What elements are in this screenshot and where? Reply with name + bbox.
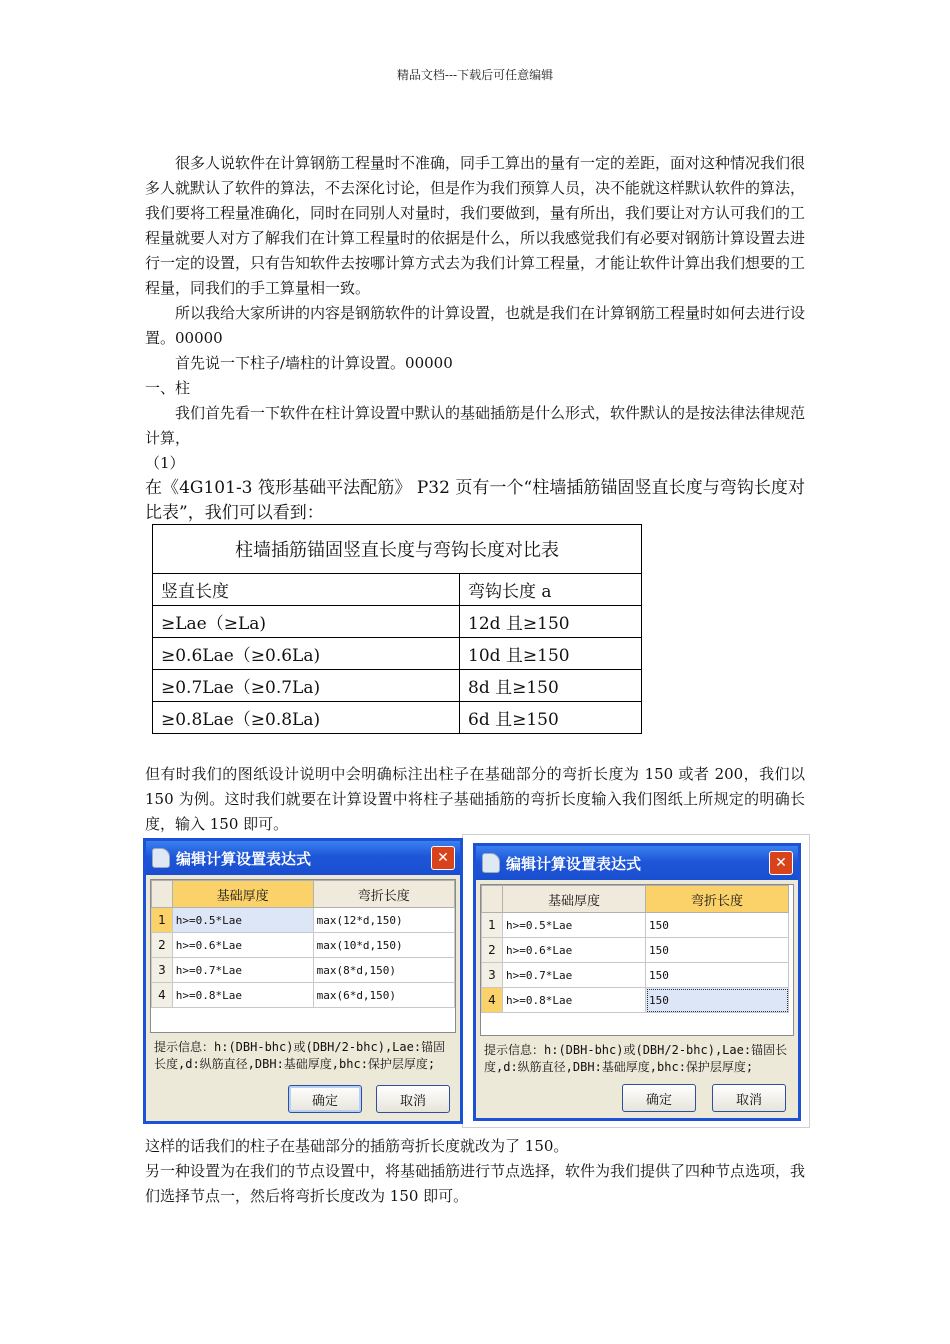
explanation-section bbox=[145, 762, 805, 837]
corner-cell bbox=[482, 886, 503, 913]
table-title: 柱墙插筋锚固竖直长度与弯钩长度对比表 bbox=[153, 525, 642, 574]
paragraph-10: 另一种设置为在我们的节点设置中，将基础插筋进行节点选择，软件为我们提供了四种节点选项，我们选择节点一，然后将弯折长度改为 150 即可。 bbox=[145, 1162, 806, 1205]
bend-length-cell[interactable]: max(8*d,150) bbox=[313, 958, 454, 983]
table-row[interactable] bbox=[482, 963, 789, 988]
table-cell: 10d 且≥150 bbox=[460, 638, 642, 670]
table-cell: ≥0.7Lae（≥0.7La) bbox=[153, 670, 460, 702]
table-cell: 6d 且≥150 bbox=[460, 702, 642, 734]
expression-table bbox=[481, 885, 789, 1013]
page-header: 精品文档---下载后可任意编辑 bbox=[396, 68, 554, 82]
edit-expression-dialog-default bbox=[143, 838, 463, 1124]
close-icon[interactable]: ✕ bbox=[431, 846, 455, 870]
thickness-cell[interactable]: h>=0.6*Lae bbox=[172, 933, 313, 958]
row-number: 3 bbox=[152, 958, 173, 983]
conclusion-section bbox=[145, 1134, 805, 1209]
row-number: 4 bbox=[152, 983, 173, 1008]
table-cell: 8d 且≥150 bbox=[460, 670, 642, 702]
edit-expression-dialog-modified bbox=[473, 843, 801, 1121]
hint-text: 提示信息：h:(DBH-bhc)或(DBH/2-bhc),Lae:锚固长度,d:纵筋直径,DBH:基础厚度,bhc:保护层厚度; bbox=[154, 1040, 446, 1071]
table-header-vertical: 竖直长度 bbox=[153, 574, 460, 606]
thickness-cell[interactable]: h>=0.7*Lae bbox=[172, 958, 313, 983]
paragraph-8: 但有时我们的图纸设计说明中会明确标注出柱子在基础部分的弯折长度为 150 或者 200，我们以 150 为例。这时我们就要在计算设置中将柱子基础插筋的弯折长度输入我们图纸上所规定的明确长度，输入 150 即可。 bbox=[145, 765, 805, 833]
bend-length-cell[interactable]: 150 bbox=[646, 938, 789, 963]
table-cell: ≥0.6Lae（≥0.6La) bbox=[153, 638, 460, 670]
table-row bbox=[153, 670, 642, 702]
dialog-title: 编辑计算设置表达式 bbox=[506, 854, 642, 873]
table-row bbox=[153, 702, 642, 734]
table-row[interactable] bbox=[482, 938, 789, 963]
table-cell: ≥Lae（≥La) bbox=[153, 606, 460, 638]
ok-button[interactable]: 确定 bbox=[622, 1084, 696, 1112]
paragraph-5: 我们首先看一下软件在柱计算设置中默认的基础插筋是什么形式，软件默认的是按法律法律规范计算， bbox=[145, 404, 806, 447]
table-header-hook: 弯钩长度 a bbox=[460, 574, 642, 606]
row-number: 2 bbox=[482, 938, 503, 963]
bend-length-cell[interactable]: 150 bbox=[646, 963, 789, 988]
app-icon bbox=[482, 853, 500, 873]
row-number: 1 bbox=[152, 908, 173, 933]
expression-grid bbox=[150, 879, 456, 1033]
thickness-cell[interactable]: h>=0.7*Lae bbox=[503, 963, 646, 988]
dialog-titlebar[interactable] bbox=[476, 846, 798, 880]
intro-section bbox=[145, 151, 805, 526]
row-number: 2 bbox=[152, 933, 173, 958]
bend-length-cell[interactable]: max(10*d,150) bbox=[313, 933, 454, 958]
cancel-button[interactable]: 取消 bbox=[376, 1085, 450, 1113]
column-header-thickness: 基础厚度 bbox=[172, 881, 313, 908]
row-number: 1 bbox=[482, 913, 503, 938]
thickness-cell[interactable]: h>=0.8*Lae bbox=[172, 983, 313, 1008]
bend-length-cell[interactable]: max(12*d,150) bbox=[313, 908, 454, 933]
row-number: 4 bbox=[482, 988, 503, 1013]
app-icon bbox=[152, 848, 170, 868]
bend-length-cell[interactable]: 150 bbox=[646, 913, 789, 938]
item-number: （1） bbox=[145, 454, 185, 472]
table-row[interactable] bbox=[152, 908, 455, 933]
hint-text: 提示信息：h:(DBH-bhc)或(DBH/2-bhc),Lae:锚固长度,d:纵筋直径,DBH:基础厚度,bhc:保护层厚度; bbox=[484, 1043, 788, 1074]
expression-table bbox=[151, 880, 455, 1008]
comparison-table bbox=[152, 524, 642, 734]
thickness-cell[interactable]: h>=0.5*Lae bbox=[172, 908, 313, 933]
column-header-thickness: 基础厚度 bbox=[503, 886, 646, 913]
table-row bbox=[153, 638, 642, 670]
bend-length-cell[interactable]: 150 bbox=[646, 988, 789, 1013]
table-row bbox=[153, 606, 642, 638]
paragraph-1: 很多人说软件在计算钢筋工程量时不准确，同手工算出的量有一定的差距，面对这种情况我们很多人就默认了软件的算法，不去深化讨论，但是作为我们预算人员，决不能就这样默认软件的算法，我们要将工程量准确化，同时在同别人对量时，我们要做到，量有所出，我们要让对方认可我们的工程量就要人对方了解我们在计算工程量时的依据是什么，所以我感觉我们有必要对钢筋计算设置去进行一定的设置，只有告知软件去按哪计算方式去为我们计算工程量，才能让软件计算出我们想要的工程量，同我们的手工算量相一致。 bbox=[145, 154, 806, 297]
table-row[interactable] bbox=[152, 933, 455, 958]
table-row[interactable] bbox=[482, 913, 789, 938]
dialog-title: 编辑计算设置表达式 bbox=[176, 849, 312, 868]
table-row[interactable] bbox=[152, 958, 455, 983]
column-header-bend-length: 弯折长度 bbox=[313, 881, 454, 908]
thickness-cell[interactable]: h>=0.6*Lae bbox=[503, 938, 646, 963]
corner-cell bbox=[152, 881, 173, 908]
thickness-cell[interactable]: h>=0.5*Lae bbox=[503, 913, 646, 938]
row-number: 3 bbox=[482, 963, 503, 988]
expression-grid bbox=[480, 884, 794, 1036]
paragraph-3: 首先说一下柱子/墙柱的计算设置。00000 bbox=[175, 354, 453, 372]
table-row[interactable] bbox=[482, 988, 789, 1013]
ok-button[interactable]: 确定 bbox=[288, 1085, 362, 1113]
table-cell: ≥0.8Lae（≥0.8La) bbox=[153, 702, 460, 734]
table-cell: 12d 且≥150 bbox=[460, 606, 642, 638]
cancel-button[interactable]: 取消 bbox=[712, 1084, 786, 1112]
table-row[interactable] bbox=[152, 983, 455, 1008]
column-header-bend-length: 弯折长度 bbox=[646, 886, 789, 913]
paragraph-7: 在《4G101-3 筏形基础平法配筋》 P32 页有一个“柱墙插筋锚固竖直长度与弯钩长度对比表”，我们可以看到： bbox=[145, 478, 805, 523]
close-icon[interactable]: ✕ bbox=[769, 851, 793, 875]
paragraph-2: 所以我给大家所讲的内容是钢筋软件的计算设置，也就是我们在计算钢筋工程量时如何去进行设置。00000 bbox=[145, 304, 806, 347]
thickness-cell[interactable]: h>=0.8*Lae bbox=[503, 988, 646, 1013]
bend-length-cell[interactable]: max(6*d,150) bbox=[313, 983, 454, 1008]
dialog-titlebar[interactable] bbox=[146, 841, 460, 875]
section-heading-column: 一、柱 bbox=[145, 379, 191, 397]
paragraph-9: 这样的话我们的柱子在基础部分的插筋弯折长度就改为了 150。 bbox=[145, 1137, 569, 1155]
